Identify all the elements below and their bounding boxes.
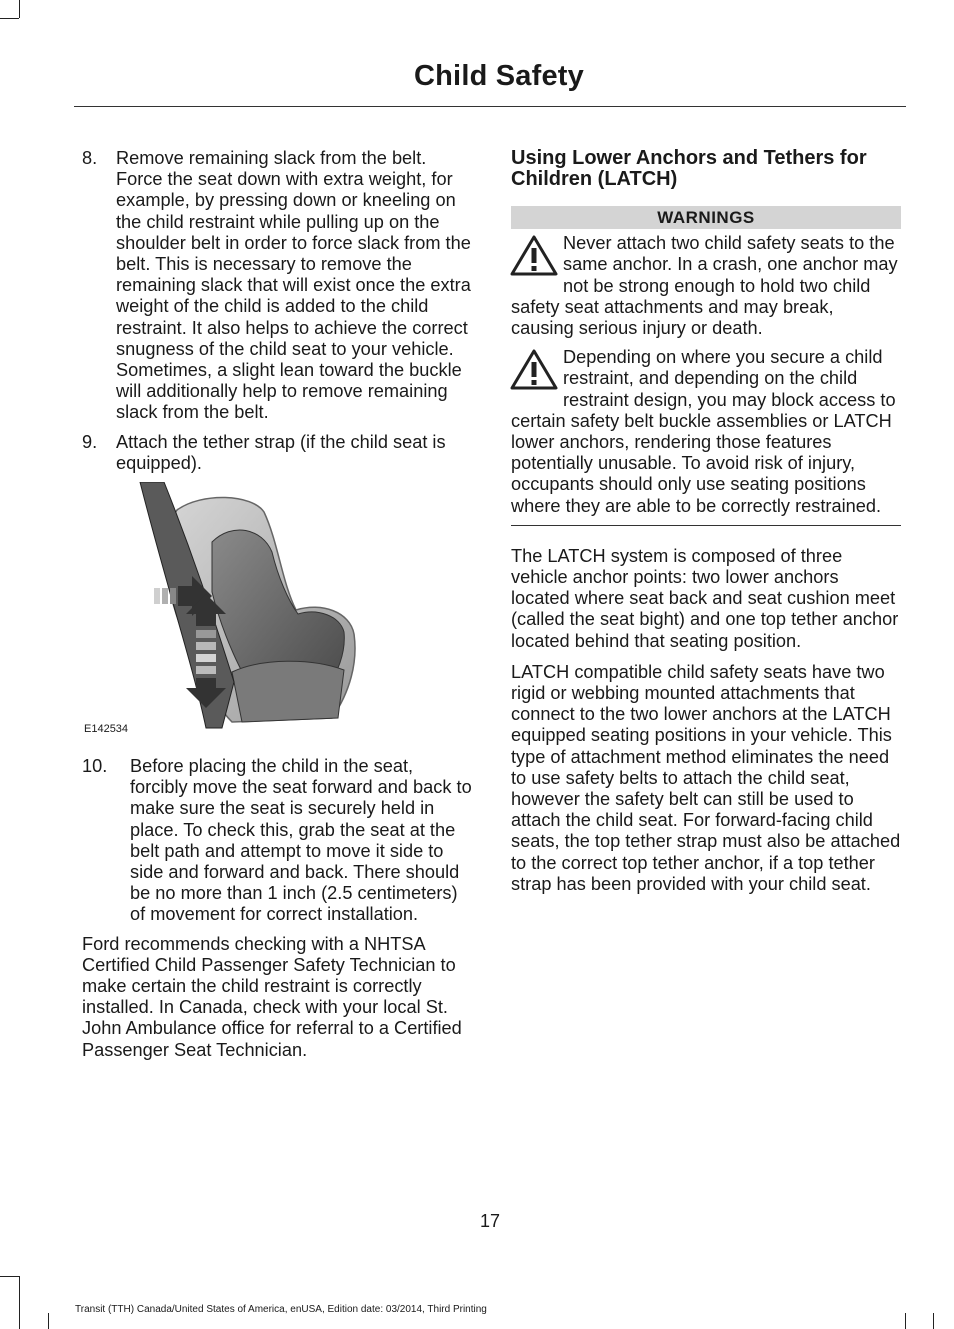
page-title: Child Safety — [414, 60, 584, 92]
crop-mark — [0, 18, 19, 19]
step-10 — [82, 756, 472, 926]
warning-triangle-icon — [509, 348, 559, 392]
header-rule — [74, 106, 906, 107]
crop-mark — [933, 1313, 934, 1329]
child-seat-drawing — [82, 482, 472, 744]
step-number: 8. — [82, 148, 98, 168]
warning-item — [511, 233, 901, 339]
step-number: 10. — [82, 756, 108, 777]
warning-triangle-icon — [509, 234, 559, 278]
recommendation-paragraph: Ford recommends checking with a NHTSA Certified Child Passenger Safety Technician to make certain the child restraint is correctly installed. In Canada, check with your local St. John Ambulance office for referral to a Certified Passenger Seat Technician. — [82, 933, 462, 1060]
step-text: Attach the tether strap (if the child seat is equipped). — [116, 431, 446, 473]
warnings-header: WARNINGS — [511, 206, 901, 229]
crop-mark — [19, 0, 20, 18]
section-heading: Using Lower Anchors and Tethers for Children (LATCH) — [511, 147, 867, 190]
step-8 — [82, 148, 472, 424]
step-9 — [82, 432, 472, 474]
warnings-end-rule — [511, 525, 901, 526]
child-seat-illustration — [82, 482, 472, 744]
left-column — [82, 148, 472, 1071]
crop-mark — [905, 1313, 906, 1329]
crop-mark — [48, 1313, 49, 1329]
crop-mark — [19, 1276, 20, 1329]
warning-item — [511, 347, 901, 517]
step-text: Before placing the child in the seat, forcibly move the seat forward and back to make sure the seat is securely held in place. To check this, grab the seat at the belt path and attempt to move it side to side and forward and back. There should be no more than 1 inch (2.5 centimeters) of movement for correct installation. — [130, 756, 472, 925]
right-column — [511, 148, 901, 905]
edition-footer: Transit (TTH) Canada/United States of America, enUSA, Edition date: 03/2014, Third Printing — [75, 1304, 487, 1315]
step-number: 9. — [82, 431, 98, 452]
page-number: 17 — [479, 1211, 501, 1231]
crop-mark — [0, 1276, 19, 1277]
step-text: Remove remaining slack from the belt. Force the seat down with extra weight, for example, by pressing down or kneeling on the child restraint while pulling up on the shoulder belt in order to force slack from the belt. This is necessary to remove the remaining slack that will exist once the extra weight of the child is added to the child restraint. It also helps to achieve the correct snugness of the child seat to your vehicle. Sometimes, a slight lean toward the buckle will additionally help to remove remaining slack from the belt. — [116, 148, 471, 423]
figure-code: E142534 — [84, 722, 129, 735]
latch-compatible-paragraph: LATCH compatible child safety seats have two rigid or webbing mounted attachments that connect to the two lower anchors at the LATCH equipped seating positions in your vehicle. This type of attachment method eliminates the need to use safety belts to attach the child seat, however the safety belt can still be used to attach the child seat. For forward-facing child seats, the top tether strap must also be attached to the correct top tether anchor, if a top tether strap has been provided with your child seat. — [511, 661, 901, 894]
warning-text: Depending on where you secure a child restraint, and depending on the child restraint design, you may block access to certain safety belt buckle assemblies or LATCH lower anchors, rendering those features potentially unusable. To avoid risk of injury, occupants should only use seating positions where they are able to be correctly restrained. — [511, 347, 896, 516]
warning-text: Never attach two child safety seats to the same anchor. In a crash, one anchor may not be strong enough to hold two child safety seat attachments and may break, causing serious injury or death. — [511, 233, 898, 339]
latch-system-paragraph: The LATCH system is composed of three vehicle anchor points: two lower anchors located where seat back and seat cushion meet (called the seat bight) and one top tether anchor located behind that seating position. — [511, 545, 899, 651]
